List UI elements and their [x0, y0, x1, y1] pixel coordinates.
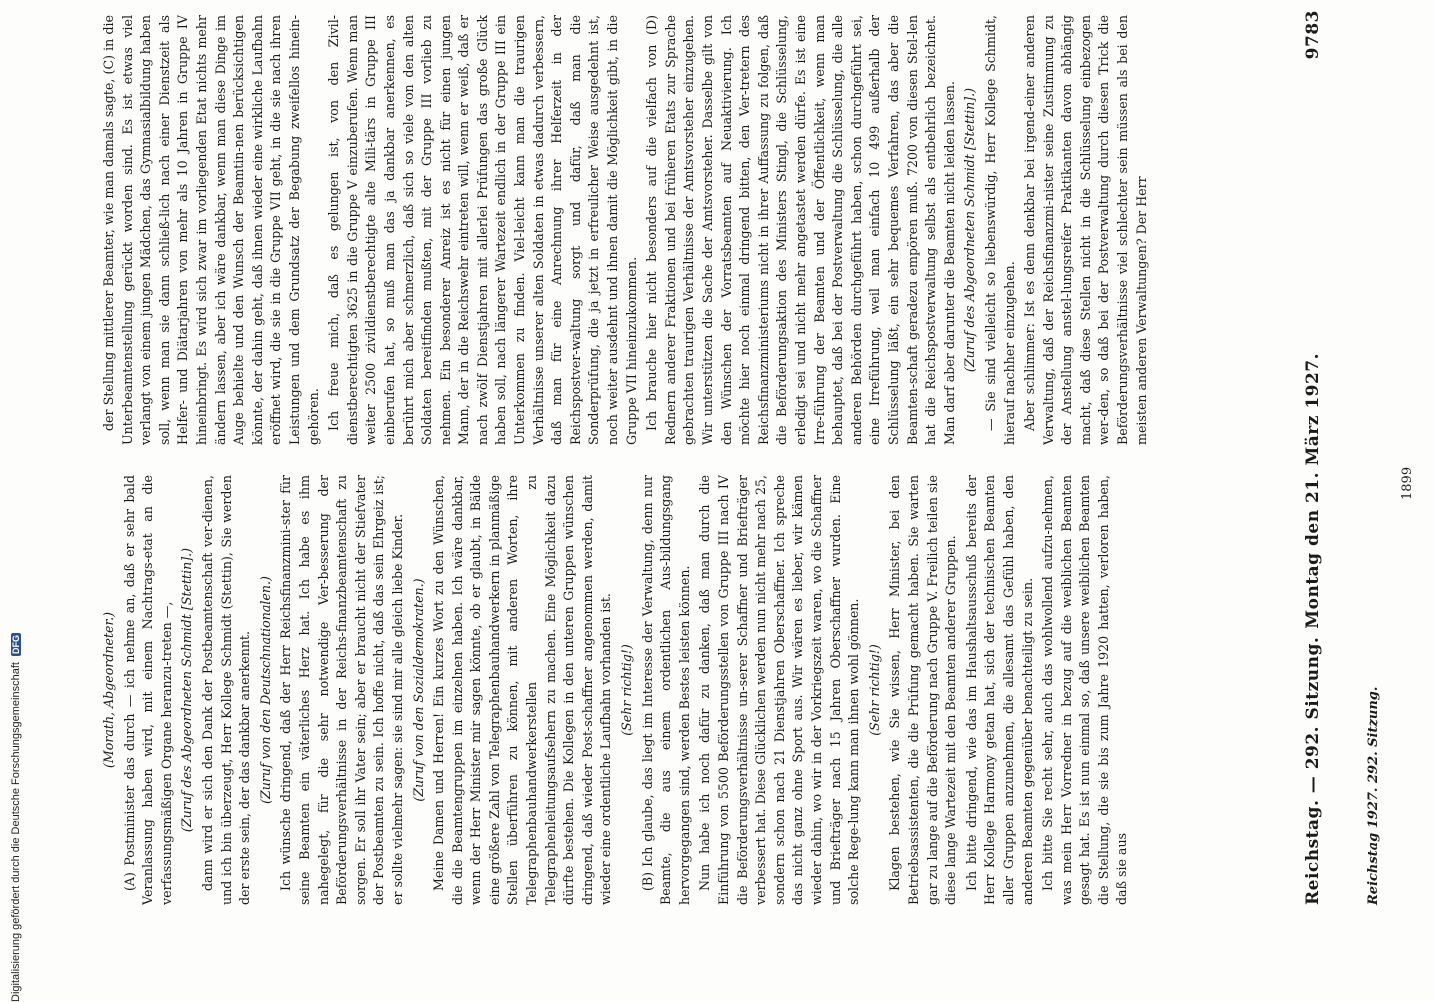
footer-page-number: 1899: [1400, 466, 1415, 500]
paragraph: Ich wünsche dringend, daß der Herr Reichsfinanzmini-ster für seine Beamten ein väterliches Herz hat. Ich habe es ihm nahegelegt, für die sehr notwendige Ver-besserung der Beförderungsverhältnisse in der Reichs-finanzbeamtenschaft zu sorgen. Er soll ihr Vater sein; aber er braucht nicht der Stiefvater der Postbeamten zu sein. Ich hoffe nicht, daß das sein Ehrgeiz ist; er sollte vielmehr sagen: sie sind mir alle gleich liebe Kinder.: [278, 475, 405, 905]
paragraph: Ich bitte Sie recht sehr, auch das wohlwollend aufzu-nehmen, was mein Herr Vorredner in bezug auf die weiblichen Beamten gesagt hat. Es ist nun einmal so, daß unsere weiblichen Beamten die Stellung, die sie bis zum Jahre 1920 hatten, verloren haben, daß sie aus: [1040, 475, 1130, 905]
paragraph: (Zuruf von den Sozialdemokraten.): [410, 578, 426, 802]
column-left: [100, 475, 1290, 905]
column-right: [100, 15, 1290, 445]
dfg-logo: DFG: [11, 635, 21, 655]
credit-text: Digitalisierung gefördert durch die Deutsche Forschungsgemeinschaft: [10, 662, 22, 1002]
page-header: [1296, 10, 1330, 905]
paragraph: (Sehr richtig!): [619, 644, 635, 736]
paragraph: Ich bitte dringend, wie das im Haushaltsausschuß bereits der Herr Kollege Harmony getan hat, sich der technischen Beamten aller Gruppen anzunehmen, die allesamt das Gefühl haben, den anderen Beamten gegenüber benachteiligt zu sein.: [963, 475, 1035, 905]
paragraph: — Sie sind vielleicht so liebenswürdig, Herr Kollege Schmidt, hierauf nachher einzugehen.: [982, 15, 1017, 445]
paragraph: (Morath, Abgeordneter.): [101, 611, 116, 769]
paragraph: (Zuruf des Abgeordneten Schmidt [Stettin].): [962, 87, 978, 373]
paragraph: der Stellung mittlerer Beamter, wie man damals sagte, (C) in die Unterbeamtenstellung gerückt worden sind. Es ist etwas viel verlangt von einem jungen Mädchen, das Gymnasialbildung haben soll, wenn man sie dann schließ-lich nach einer Dienstzeit als Helfer- und Diätarjahren von mehr als 10 Jahren in Gruppe IV hineinbringt. Es wird sich zwar im vorliegenden Etat nichts mehr ändern lassen, aber ich wäre dankbar, wenn man diese Dinge im Auge behielte und den Wunsch der Beamtin-nen berücksichtigen könnte, der dahin geht, daß ihnen wieder eine wirkliche Laufbahn eröffnet wird, die sie in die Gruppe VII geht, in die sie nach ihren Leistungen und dem Grundsatz der Begabung zweifellos hinein-gehören.: [101, 15, 321, 445]
footer-session-ref: Reichstag 1927. 292. Sitzung.: [1366, 686, 1381, 905]
paragraph: Ich brauche hier nicht besonders auf die vielfach von (D) Rednern anderer Fraktionen und bei früheren Etats zur Sprache gebrachten traurigen Verhältnisse der Amtsvorsteher einzugehen. Wir unterstützen die Sache der Amtsvorsteher. Dasselbe gilt von den Wünschen der Vorratsbeamten auf Neuaktivierung. Ich möchte hier noch einmal dringend bitten, den Ver-tretern des Reichsfinanzministeriums nicht in ihrer Auffassung zu folgen, daß die Beförderungsaktion des Ministers Stingl, die Schlüsselung, erledigt sei und nicht mehr angetastet werden dürfe. Es ist eine Irre-führung der Beamten und der Öffentlichkeit, wenn man behauptet, daß bei der Postverwaltung die Schlüsselung, die alle anderen Behörden durchgeführt haben, schon durchgeführt sei, eine Irreführung, weil man einfach 10 499 außerhalb der Schlüsselung läßt, ein sehr bequemes Verfahren, das aber die Beamten-schaft geradezu empören muß. 7200 von diesen Stel-len hat die Reichspostverwaltung selbst als entbehrlich bezeichnet. Man darf aber darunter die Beamten nicht leiden lassen.: [644, 15, 957, 445]
paragraph: (Zuruf des Abgeordneten Schmidt [Stettin].): [179, 547, 195, 833]
paragraph: (B) Ich glaube, das liegt im Interesse der Verwaltung, denn nur Beamte, die aus einem ordentlichen Aus-bildungsgang hervorgegangen sind, werden Bestes leisten können.: [639, 475, 692, 905]
paragraph: (Sehr richtig!): [866, 644, 882, 736]
paragraph: Nun habe ich noch dafür zu danken, daß man durch die Einführung von 5500 Beförderungsstellen von Gruppe III nach IV die Beförderungsverhältnisse un-serer Schaffner und Briefträger verbessert hat. Diese Glücklichen werden nun nicht mehr nach 25, sondern schon nach 21 Dienstjahren Oberschaffner. Ich spreche das nicht ganz ohne Sport aus. Wir wären es lieber, wir kämen wieder dahin, wo wir in der Vorkriegszeit waren, wo die Schaffner und Briefträger nach 15 Jahren Oberschaffner wurden. Eine solche Rege-lung kann man ihnen wohl gönnen.: [697, 475, 862, 905]
paragraph: (A) Postminister das durch — ich nehme an, daß er sehr bald Veranlassung haben wird, mit einem Nachtrags-etat an die verfassungsmäßigen Organe heranzu-treten —,: [121, 475, 174, 905]
header-page-number: 9783: [1303, 10, 1323, 60]
paragraph: Ich freue mich, daß es gelungen ist, von den Zivil-dienstberechtigten 3625 in die Gruppe V einzuberufen. Wenn man weiter 2500 zivildienstberechtigte alte Mili-tärs in Gruppe III einberufen hat, so muß man das ja dankbar anerkennen, es berührt mich aber schmerzlich, daß sich so viele von den alten Soldaten bereitfinden mußten, mit der Gruppe III vorlieb zu nehmen. Ein besonderer Anreiz ist es nicht für einen jungen Mann, der in die Reichswehr eintreten will, wenn er weiß, daß er nach zwölf Dienstjahren mit allerlei Prüfungen das große Glück haben soll, nach längerer Wartezeit endlich in der Gruppe III ein Unterkommen zu finden. Viel-leicht kann man die traurigen Verhältnisse unserer alten Soldaten in etwas dadurch verbessern, daß man für eine Anrechnung ihrer Helferzeit in der Reichspostver-waltung sorgt und dafür, daß man die Sonderprüfung, die ja jetzt in erfreulicher Weise ausgedehnt ist, noch weiter ausdehnt und ihnen damit die Möglichkeit gibt, in die Gruppe VII hineinzukommen.: [326, 15, 639, 445]
header-session: Reichstag. — 292. Sitzung.: [1303, 636, 1323, 905]
header-date: Montag den 21. März 1927.: [1303, 352, 1323, 629]
digitization-credit: [4, 6, 24, 1002]
paragraph: dann wird er sich den Dank der Postbeamtenschaft ver-dienen, und ich bin überzeugt, Herr Kollege Schmidt (Stettin), Sie werden der erste sein, der das dankbar anerkennt.: [199, 475, 253, 905]
paragraph: Aber schlimmer: Ist es denn denkbar bei irgend-einer anderen Verwaltung, daß der Reichsfinanzmi-nister seine Zustimmung zu der Anstellung anstel-lungsreifer Praktikanten davon abhängig macht, daß diese Stellen nicht in die Schlüsselung einbezogen wer-den, so daß bei der Postverwaltung durch diesen Trick die Beförderungsverhältnisse viel schlechter sein müssen als bei den meisten anderen Verwaltungen? Der Herr: [1022, 15, 1149, 445]
paragraph: Meine Damen und Herren! Ein kurzes Wort zu den Wünschen, die die Beamtengruppen im einzelnen haben. Ich wäre dankbar, wenn der Herr Minister mir sagen könnte, ob er glaubt, in Bälde eine größere Zahl von Telegraphenbauhandwerkern in planmäßige Stellen überführen zu können, mit anderen Worten, ihre Telegraphenbauhandwerkerstellen zu Telegraphenleitungsaufsehern zu machen. Eine Möglichkeit dazu dürfte bestehen. Die Kollegen in den unteren Gruppen wünschen dringend, daß wieder Post-schaffner angenommen werden, damit wieder eine ordentliche Laufbahn vorhanden ist.: [431, 475, 614, 905]
paragraph: Klagen bestehen, wie Sie wissen, Herr Minister, bei den Betriebsassistenten, die die Prüfung gemacht haben. Sie warten gar zu lange auf die Beförderung nach Gruppe V. Freilich teilen sie diese lange Wartezeit mit den Beamten anderer Gruppen.: [887, 475, 959, 905]
paragraph: (Zuruf von den Deutschnationalen.): [257, 576, 273, 804]
